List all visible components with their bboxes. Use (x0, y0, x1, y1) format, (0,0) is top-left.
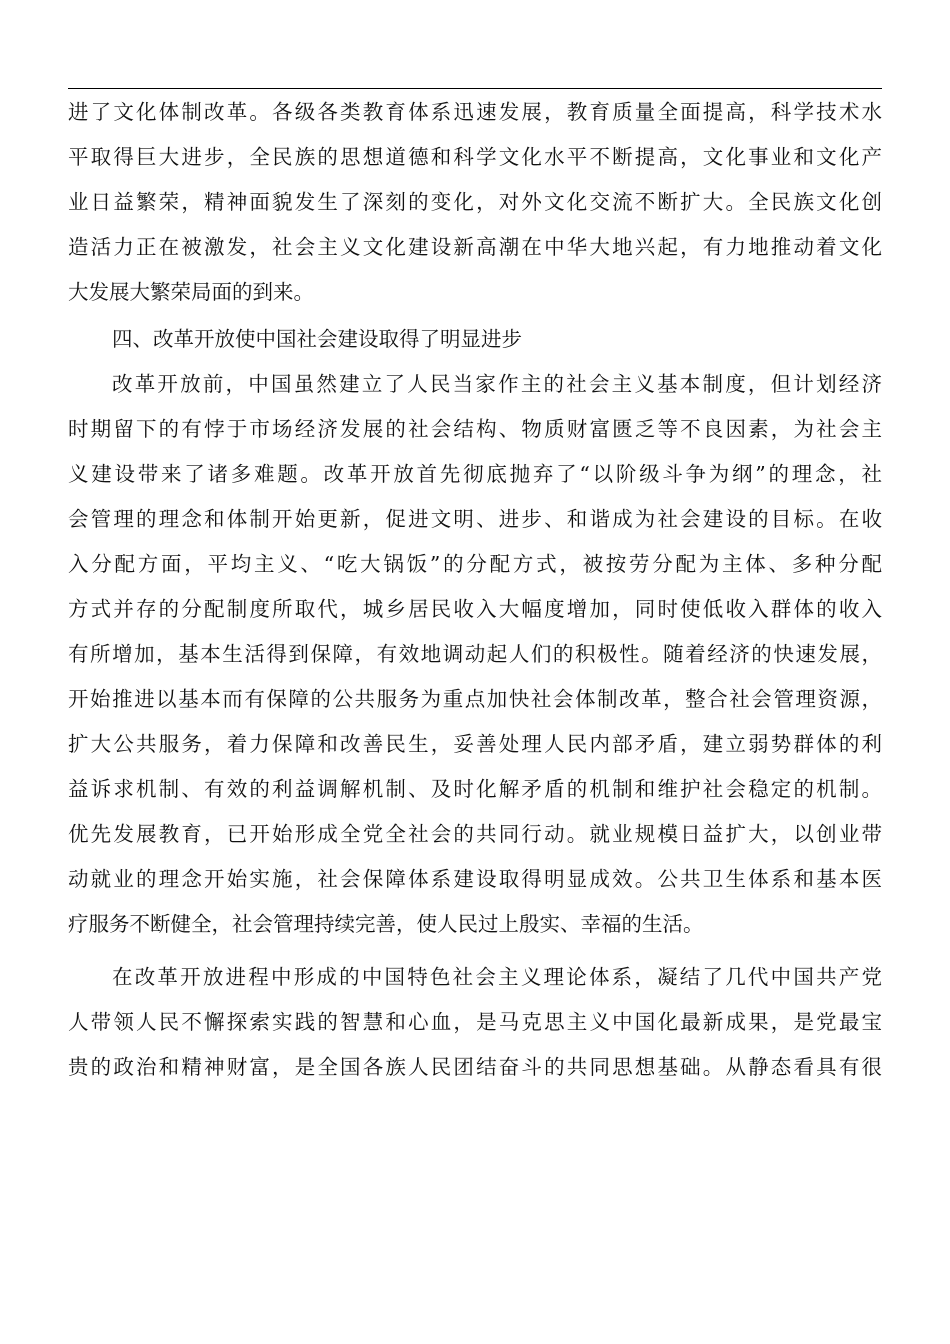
text-line: 益诉求机制、有效的利益调解机制、及时化解矛盾的机制和维护社会稳定的机制。 (68, 777, 882, 801)
text-line: 平取得巨大进步，全民族的思想道德和科学文化水平不断提高，文化事业和文化产 (68, 145, 882, 169)
text-line: 大发展大繁荣局面的到来。 (68, 280, 314, 304)
text-line: 有所增加，基本生活得到保障，有效地调动起人们的积极性。随着经济的快速发展， (68, 642, 882, 666)
text-line: 义建设带来了诸多难题。改革开放首先彻底抛弃了“以阶级斗争为纲”的理念，社 (68, 462, 882, 486)
text-line: 优先发展教育，已开始形成全党全社会的共同行动。就业规模日益扩大，以创业带 (68, 822, 882, 846)
text-line: 开始推进以基本而有保障的公共服务为重点加快社会体制改革，整合社会管理资源， (68, 687, 882, 711)
text-line: 改革开放前，中国虽然建立了人民当家作主的社会主义基本制度，但计划经济 (112, 372, 882, 396)
header-rule (68, 88, 882, 89)
text-line: 业日益繁荣，精神面貌发生了深刻的变化，对外文化交流不断扩大。全民族文化创 (68, 190, 882, 214)
text-line: 贵的政治和精神财富，是全国各族人民团结奋斗的共同思想基础。从静态看具有很 (68, 1055, 882, 1079)
text-line: 时期留下的有悖于市场经济发展的社会结构、物质财富匮乏等不良因素，为社会主 (68, 417, 882, 441)
text-line: 动就业的理念开始实施，社会保障体系建设取得明显成效。公共卫生体系和基本医 (68, 867, 882, 891)
text-line: 扩大公共服务，着力保障和改善民生，妥善处理人民内部矛盾，建立弱势群体的利 (68, 732, 882, 756)
text-line: 入分配方面，平均主义、“吃大锅饭”的分配方式，被按劳分配为主体、多种分配 (68, 552, 882, 576)
text-line: 在改革开放进程中形成的中国特色社会主义理论体系，凝结了几代中国共产党 (112, 965, 882, 989)
paragraph-gap (68, 947, 886, 955)
text-line: 人带领人民不懈探索实践的智慧和心血，是马克思主义中国化最新成果，是党最宝 (68, 1010, 882, 1034)
text-line: 疗服务不断健全，社会管理持续完善，使人民过上殷实、幸福的生活。 (68, 912, 704, 936)
text-line: 会管理的理念和体制开始更新，促进文明、进步、和谐成为社会建设的目标。在收 (68, 507, 882, 531)
text-line: 方式并存的分配制度所取代，城乡居民收入大幅度增加，同时使低收入群体的收入 (68, 597, 882, 621)
document-body (68, 90, 886, 1090)
text-line: 进了文化体制改革。各级各类教育体系迅速发展，教育质量全面提高，科学技术水 (68, 100, 882, 124)
section-heading: 四、改革开放使中国社会建设取得了明显进步 (112, 327, 522, 351)
text-line: 造活力正在被激发，社会主义文化建设新高潮在中华大地兴起，有力地推动着文化 (68, 235, 882, 259)
